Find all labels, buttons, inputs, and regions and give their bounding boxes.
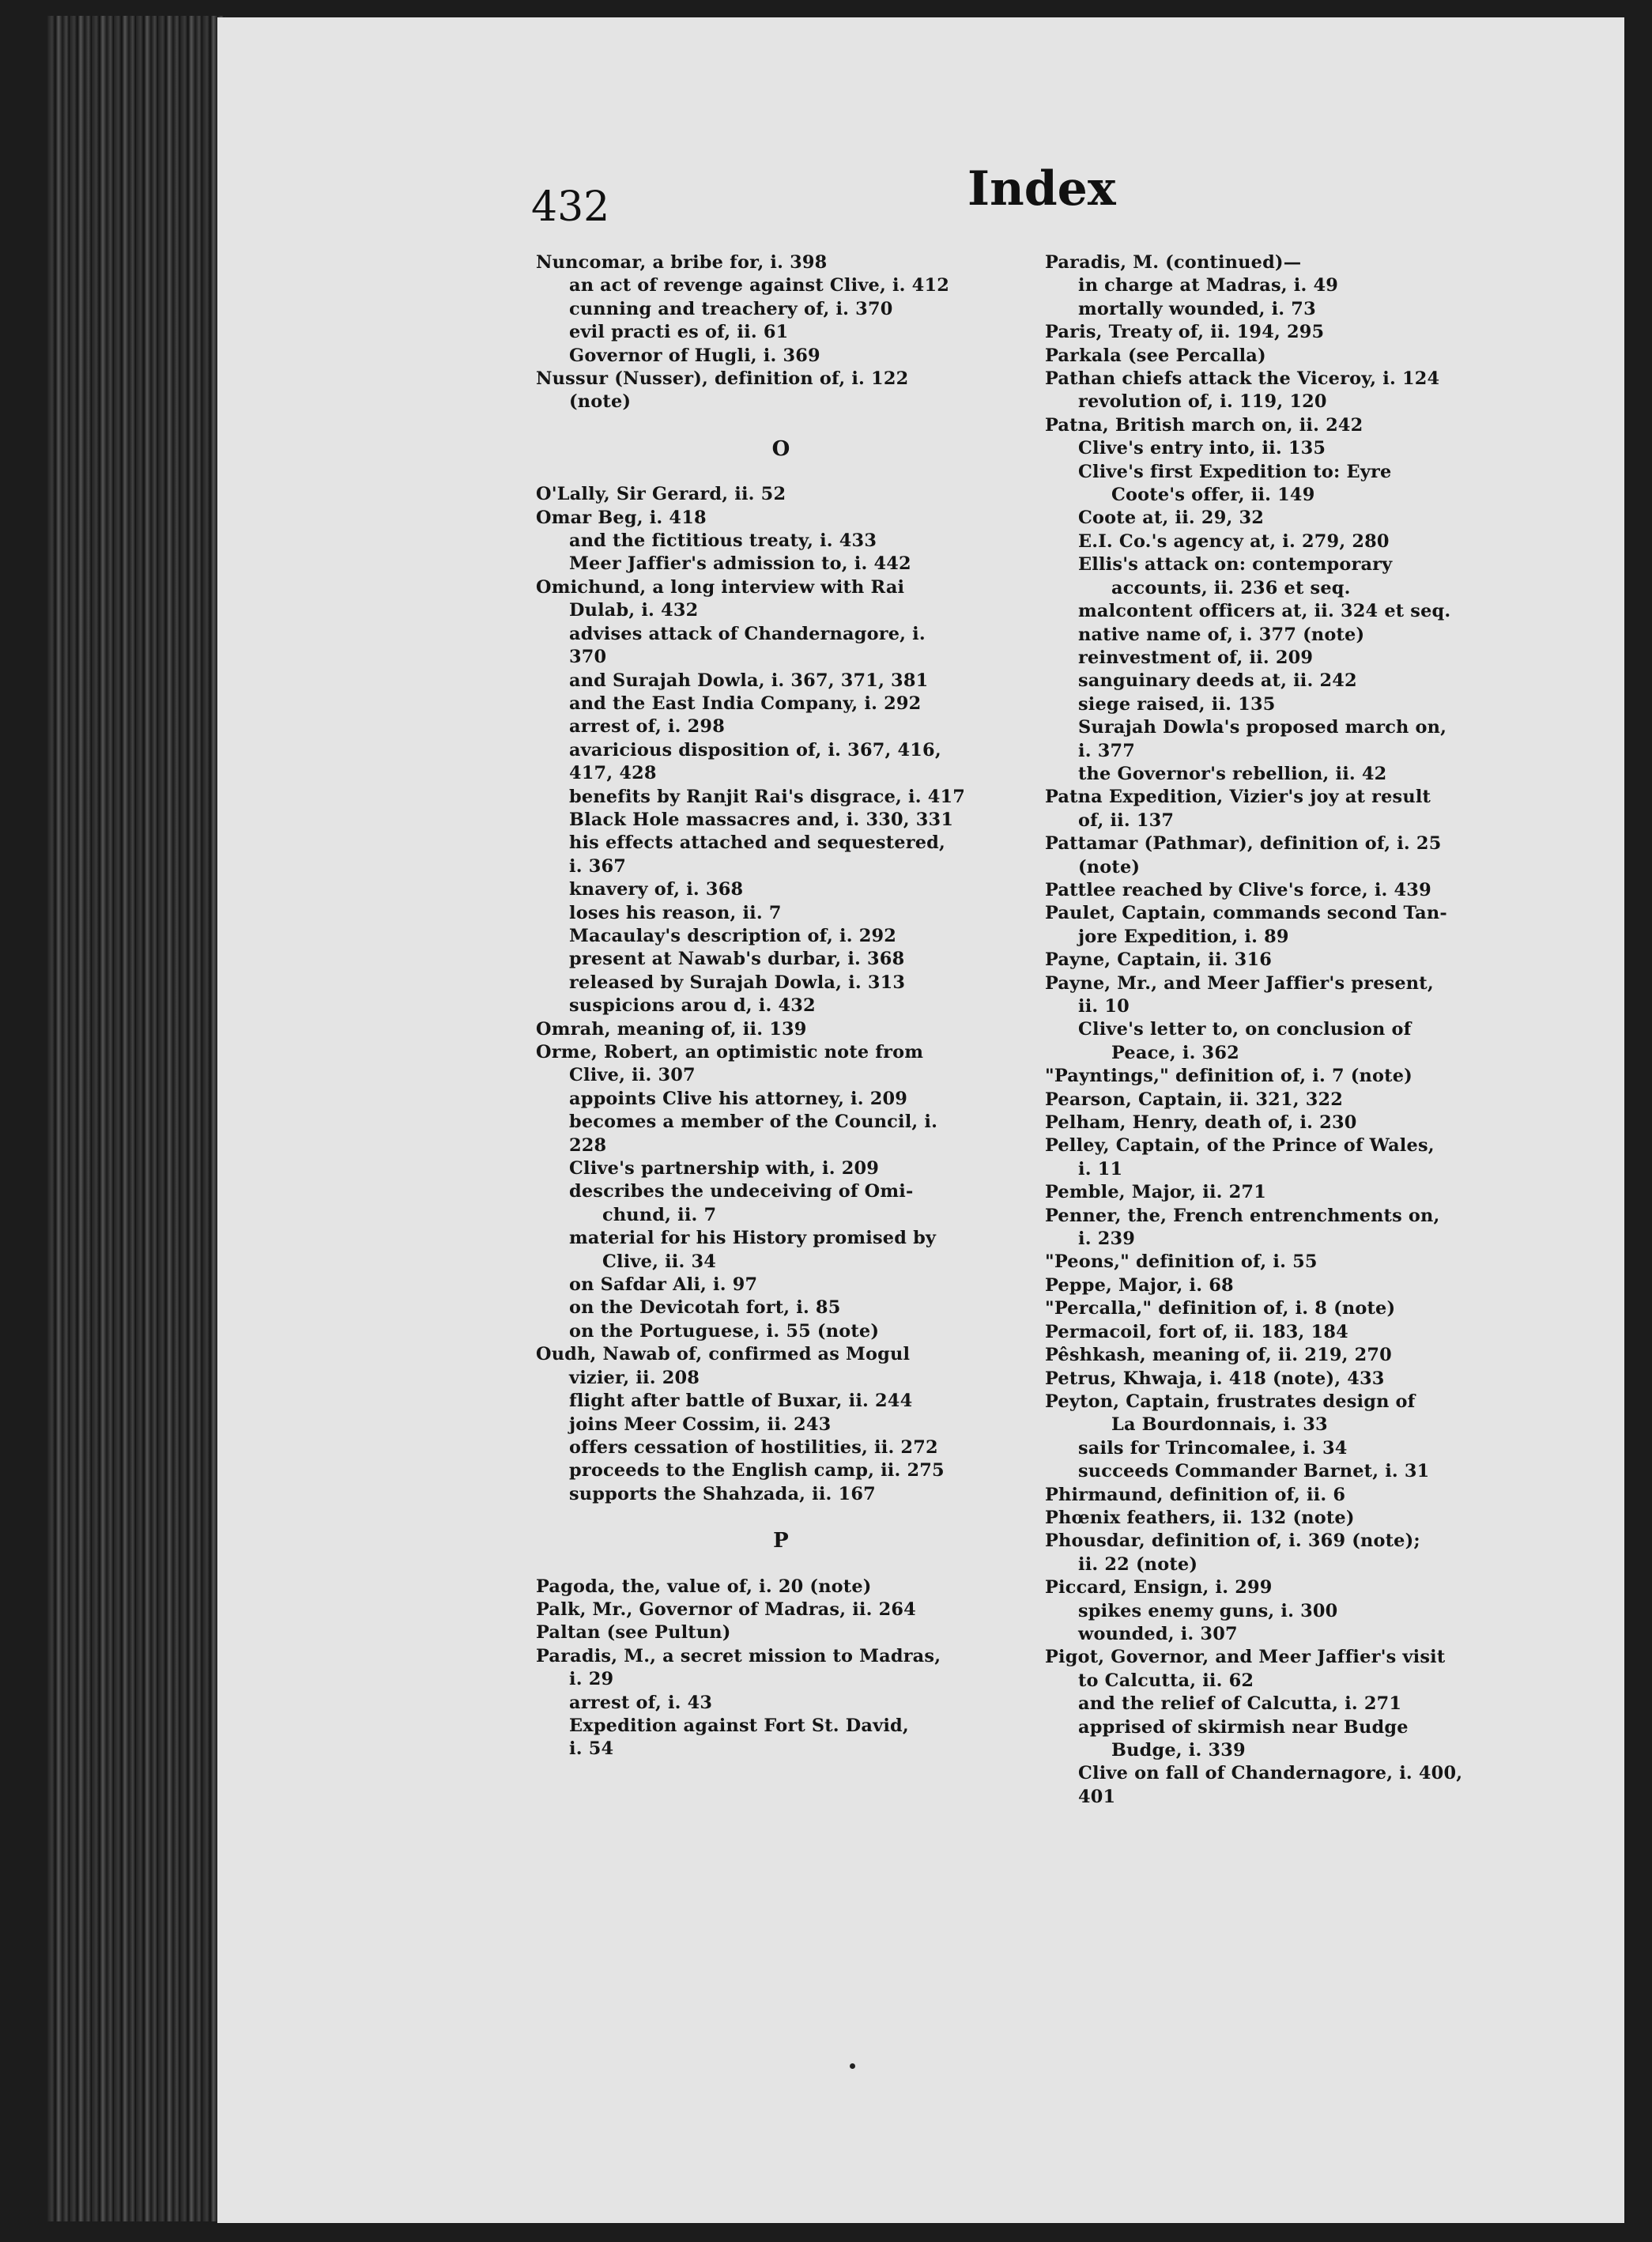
index-subentry: offers cessation of hostilities, ii. 272 bbox=[569, 1436, 938, 1458]
index-subentry: 370 bbox=[569, 647, 607, 668]
index-subentry: Peace, i. 362 bbox=[1111, 1042, 1239, 1063]
index-entry: Penner, the, French entrenchments on, bbox=[1045, 1205, 1440, 1226]
index-subentry: on the Devicotah fort, i. 85 bbox=[569, 1297, 841, 1319]
index-subentry: released by Surajah Dowla, i. 313 bbox=[569, 972, 906, 993]
index-entry: Paltan (see Pultun) bbox=[536, 1622, 731, 1644]
index-entry: Patna Expedition, Vizier's joy at result bbox=[1045, 787, 1431, 808]
index-entry: O'Lally, Sir Gerard, ii. 52 bbox=[536, 484, 786, 505]
index-subentry: of, ii. 137 bbox=[1078, 810, 1175, 831]
index-subentry: sails for Trincomalee, i. 34 bbox=[1078, 1437, 1348, 1459]
index-subentry: Clive on fall of Chandernagore, i. 400, bbox=[1078, 1763, 1463, 1784]
index-entry: Nussur (Nusser), definition of, i. 122 bbox=[536, 368, 909, 390]
index-subentry: vizier, ii. 208 bbox=[569, 1367, 700, 1388]
index-subentry: becomes a member of the Council, i. bbox=[569, 1112, 938, 1133]
index-entry: Pathan chiefs attack the Viceroy, i. 124 bbox=[1045, 368, 1440, 390]
index-subentry: 401 bbox=[1078, 1786, 1116, 1807]
index-subentry: jore Expedition, i. 89 bbox=[1078, 926, 1289, 947]
page-number: 432 bbox=[531, 183, 610, 231]
index-subentry: Clive, ii. 34 bbox=[602, 1251, 717, 1272]
index-entry: Pelley, Captain, of the Prince of Wales, bbox=[1045, 1135, 1435, 1157]
index-subentry: (note) bbox=[569, 391, 632, 413]
index-subentry: evil practi es of, ii. 61 bbox=[569, 322, 789, 343]
index-entry: Paulet, Captain, commands second Tan- bbox=[1045, 903, 1447, 924]
index-subentry: joins Meer Cossim, ii. 243 bbox=[569, 1414, 832, 1435]
index-subentry: loses his reason, ii. 7 bbox=[569, 902, 782, 923]
index-subentry: i. 29 bbox=[569, 1669, 614, 1690]
index-subentry: native name of, i. 377 (note) bbox=[1078, 624, 1365, 645]
index-subentry: i. 11 bbox=[1078, 1158, 1123, 1180]
index-subentry: Coote at, ii. 29, 32 bbox=[1078, 508, 1265, 529]
index-subentry: benefits by Ranjit Rai's disgrace, i. 417 bbox=[569, 786, 966, 807]
index-entry: Piccard, Ensign, i. 299 bbox=[1045, 1577, 1273, 1598]
index-subentry: and the fictitious treaty, i. 433 bbox=[569, 530, 877, 552]
index-subentry: mortally wounded, i. 73 bbox=[1078, 298, 1316, 319]
index-subentry: describes the undeceiving of Omi- bbox=[569, 1181, 914, 1202]
index-subentry: Governor of Hugli, i. 369 bbox=[569, 345, 820, 366]
index-subentry: sanguinary deeds at, ii. 242 bbox=[1078, 670, 1357, 692]
index-subentry: i. 54 bbox=[569, 1738, 614, 1760]
index-subentry: on Safdar Ali, i. 97 bbox=[569, 1274, 758, 1296]
index-subentry: Dulab, i. 432 bbox=[569, 600, 699, 621]
index-entry: Pigot, Governor, and Meer Jaffier's visit bbox=[1045, 1647, 1446, 1668]
index-entry: Phœnix feathers, ii. 132 (note) bbox=[1045, 1507, 1355, 1528]
index-entry: Oudh, Nawab of, confirmed as Mogul bbox=[536, 1344, 911, 1365]
index-subentry: 417, 428 bbox=[569, 763, 657, 784]
index-entry: Peyton, Captain, frustrates design of bbox=[1045, 1391, 1416, 1412]
index-subentry: suspicions arou d, i. 432 bbox=[569, 995, 816, 1017]
index-subentry: La Bourdonnais, i. 33 bbox=[1111, 1414, 1328, 1436]
index-entry: Omrah, meaning of, ii. 139 bbox=[536, 1018, 807, 1040]
index-subentry: wounded, i. 307 bbox=[1078, 1623, 1238, 1644]
index-subentry: knavery of, i. 368 bbox=[569, 879, 744, 900]
index-subentry: material for his History promised by bbox=[569, 1228, 937, 1249]
index-subentry: his effects attached and sequestered, bbox=[569, 832, 945, 854]
index-subentry: supports the Shahzada, ii. 167 bbox=[569, 1483, 876, 1504]
index-entry: Pagoda, the, value of, i. 20 (note) bbox=[536, 1576, 872, 1597]
index-entry: Orme, Robert, an optimistic note from bbox=[536, 1042, 924, 1062]
index-entry: "Payntings," definition of, i. 7 (note) bbox=[1045, 1066, 1412, 1087]
index-entry: "Peons," definition of, i. 55 bbox=[1045, 1251, 1318, 1273]
index-subentry: apprised of skirmish near Budge bbox=[1078, 1716, 1409, 1738]
index-subentry: an act of revenge against Clive, i. 412 bbox=[569, 275, 950, 296]
index-subentry: and Surajah Dowla, i. 367, 371, 381 bbox=[569, 670, 929, 691]
index-subentry: in charge at Madras, i. 49 bbox=[1078, 275, 1339, 296]
index-subentry: the Governor's rebellion, ii. 42 bbox=[1078, 763, 1387, 784]
index-entry: Omar Beg, i. 418 bbox=[536, 507, 707, 528]
index-subentry: i. 239 bbox=[1078, 1229, 1136, 1250]
index-subentry: Clive, ii. 307 bbox=[569, 1065, 696, 1086]
index-entry: Palk, Mr., Governor of Madras, ii. 264 bbox=[536, 1598, 916, 1620]
running-head: Index bbox=[967, 161, 1116, 217]
index-subentry: reinvestment of, ii. 209 bbox=[1078, 647, 1314, 668]
index-subentry: advises attack of Chandernagore, i. bbox=[569, 623, 926, 644]
index-entry: "Percalla," definition of, i. 8 (note) bbox=[1045, 1298, 1396, 1319]
index-entry: Paradis, M., a secret mission to Madras, bbox=[536, 1645, 941, 1666]
index-column-left bbox=[536, 251, 1026, 1761]
section-letter: P bbox=[773, 1529, 789, 1553]
index-subentry: Clive's partnership with, i. 209 bbox=[569, 1158, 880, 1180]
index-subentry: avaricious disposition of, i. 367, 416, bbox=[569, 739, 941, 761]
index-entry: Payne, Mr., and Meer Jaffier's present, bbox=[1045, 972, 1434, 994]
index-subentry: arrest of, i. 43 bbox=[569, 1692, 713, 1713]
index-entry: Pêshkash, meaning of, ii. 219, 270 bbox=[1045, 1345, 1392, 1366]
index-subentry: accounts, ii. 236 et seq. bbox=[1111, 577, 1351, 598]
index-subentry: and the East India Company, i. 292 bbox=[569, 693, 922, 714]
index-subentry: (note) bbox=[1078, 856, 1141, 878]
index-subentry: cunning and treachery of, i. 370 bbox=[569, 298, 893, 319]
index-subentry: Clive's first Expedition to: Eyre bbox=[1078, 461, 1392, 482]
index-subentry: ii. 22 (note) bbox=[1078, 1553, 1198, 1575]
index-subentry: flight after battle of Buxar, ii. 244 bbox=[569, 1391, 913, 1412]
book-spine bbox=[47, 16, 225, 2221]
index-subentry: on the Portuguese, i. 55 (note) bbox=[569, 1320, 880, 1342]
index-entry: Permacoil, fort of, ii. 183, 184 bbox=[1045, 1321, 1348, 1342]
index-subentry: arrest of, i. 298 bbox=[569, 716, 725, 738]
index-subentry: malcontent officers at, ii. 324 et seq. bbox=[1078, 601, 1451, 622]
index-subentry: to Calcutta, ii. 62 bbox=[1078, 1670, 1254, 1691]
index-entry: Petrus, Khwaja, i. 418 (note), 433 bbox=[1045, 1368, 1385, 1389]
index-entry: Pattlee reached by Clive's force, i. 439 bbox=[1045, 879, 1431, 900]
section-letter: O bbox=[771, 436, 790, 461]
index-column-right bbox=[1045, 251, 1519, 1809]
index-subentry: E.I. Co.'s agency at, i. 279, 280 bbox=[1078, 530, 1390, 552]
index-subentry: and the relief of Calcutta, i. 271 bbox=[1078, 1693, 1402, 1715]
index-entry: Phirmaund, definition of, ii. 6 bbox=[1045, 1484, 1346, 1505]
index-subentry: revolution of, i. 119, 120 bbox=[1078, 391, 1327, 413]
index-subentry: succeeds Commander Barnet, i. 31 bbox=[1078, 1461, 1430, 1482]
index-subentry: siege raised, ii. 135 bbox=[1078, 693, 1276, 715]
index-entry: Payne, Captain, ii. 316 bbox=[1045, 949, 1273, 971]
index-subentry: Coote's offer, ii. 149 bbox=[1111, 485, 1315, 506]
index-subentry: Surajah Dowla's proposed march on, bbox=[1078, 717, 1447, 738]
index-subentry: proceeds to the English camp, ii. 275 bbox=[569, 1460, 945, 1481]
index-subentry: present at Nawab's durbar, i. 368 bbox=[569, 949, 905, 970]
index-entry: Pearson, Captain, ii. 321, 322 bbox=[1045, 1089, 1344, 1110]
index-subentry: i. 367 bbox=[569, 855, 627, 877]
index-subentry: Macaulay's description of, i. 292 bbox=[569, 925, 897, 946]
index-subentry: Expedition against Fort St. David, bbox=[569, 1715, 909, 1736]
index-entry: Pelham, Henry, death of, i. 230 bbox=[1045, 1112, 1357, 1134]
index-entry: Patna, British march on, ii. 242 bbox=[1045, 414, 1363, 436]
index-entry: Pemble, Major, ii. 271 bbox=[1045, 1182, 1266, 1203]
index-subentry: i. 377 bbox=[1078, 740, 1136, 761]
index-subentry: appoints Clive his attorney, i. 209 bbox=[569, 1088, 908, 1109]
index-subentry: chund, ii. 7 bbox=[602, 1204, 717, 1225]
index-subentry: Clive's entry into, ii. 135 bbox=[1078, 438, 1326, 459]
index-subentry: Black Hole massacres and, i. 330, 331 bbox=[569, 809, 954, 830]
index-subentry: spikes enemy guns, i. 300 bbox=[1078, 1600, 1338, 1621]
index-entry: Phousdar, definition of, i. 369 (note); bbox=[1045, 1531, 1420, 1552]
index-subentry: Clive's letter to, on conclusion of bbox=[1078, 1019, 1412, 1040]
index-subentry: ii. 10 bbox=[1078, 996, 1130, 1017]
index-subentry: Ellis's attack on: contemporary bbox=[1078, 554, 1393, 576]
index-entry: Parkala (see Percalla) bbox=[1045, 345, 1266, 366]
index-entry: Paris, Treaty of, ii. 194, 295 bbox=[1045, 322, 1325, 343]
index-subentry: 228 bbox=[569, 1134, 607, 1156]
index-entry: Paradis, M. (continued)— bbox=[1045, 252, 1302, 273]
index-subentry: Meer Jaffier's admission to, i. 442 bbox=[569, 553, 911, 575]
page-mark bbox=[850, 2063, 855, 2069]
index-entry: Omichund, a long interview with Rai bbox=[536, 576, 905, 598]
index-entry: Pattamar (Pathmar), definition of, i. 25 bbox=[1045, 833, 1442, 855]
index-subentry: Budge, i. 339 bbox=[1111, 1740, 1246, 1761]
index-entry: Nuncomar, a bribe for, i. 398 bbox=[536, 252, 828, 273]
index-entry: Peppe, Major, i. 68 bbox=[1045, 1274, 1234, 1296]
